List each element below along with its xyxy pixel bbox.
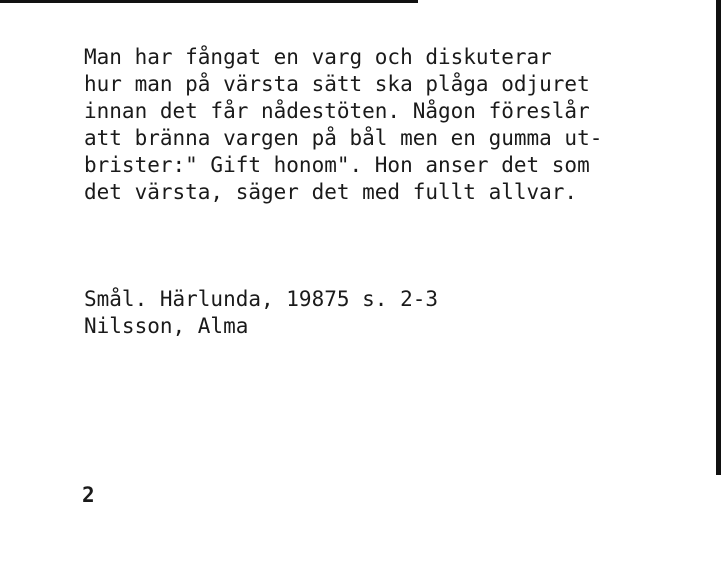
- record-text-line: att bränna vargen på bål men en gumma ut-: [84, 126, 603, 150]
- source-line: Smål. Härlunda, 19875 s. 2-3: [84, 287, 439, 311]
- page-number: 2: [82, 483, 95, 507]
- source-info: [84, 286, 438, 340]
- record-text-line: innan det får nådestöten. Någon föreslår: [84, 99, 590, 123]
- record-text-line: brister:" Gift honom". Hon anser det som: [84, 153, 590, 177]
- card-right-edge: [716, 0, 721, 475]
- record-text: [84, 44, 602, 206]
- informant-name: Nilsson, Alma: [84, 314, 249, 338]
- record-text-line: det värsta, säger det med fullt allvar.: [84, 180, 578, 204]
- record-text-line: hur man på värsta sätt ska plåga odjuret: [84, 72, 590, 96]
- card-top-edge: [0, 0, 418, 3]
- record-text-line: Man har fångat en varg och diskuterar: [84, 45, 552, 69]
